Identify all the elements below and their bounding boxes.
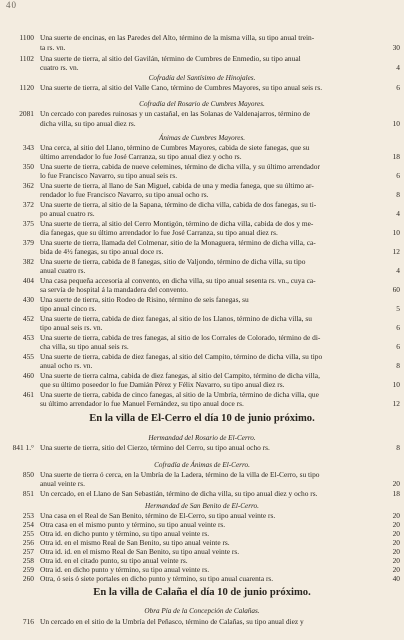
entry-line xyxy=(0,171,404,181)
entry-amount: 4 xyxy=(396,209,400,218)
entry-amount: 6 xyxy=(396,83,400,92)
section-heading: Cofradía del Santísimo de Hinojales. xyxy=(148,74,256,82)
section-heading: Hermandad de San Benito de El-Cerro. xyxy=(145,502,259,510)
entry-number: 256 xyxy=(22,538,34,547)
entry-text: Otra, ó seis ó siete portales en dicho punto y término, su tipo anual cuarenta rs. xyxy=(40,574,274,583)
entry-amount: 20 xyxy=(392,556,400,565)
entry-amount: 6 xyxy=(396,171,400,180)
entry-line xyxy=(0,190,404,200)
entry-number: 1100 xyxy=(19,33,34,42)
entry-line xyxy=(0,617,404,627)
entry-number: 1120 xyxy=(19,83,34,92)
entry-text: lo fue Francisco Navarro, su tipo anual seis rs. xyxy=(40,171,178,180)
entry-text: Una casa pequeña accesoria al convento, en dicha villa, su tipo anual sesenta rs. vn., cuya ca- xyxy=(40,276,316,285)
entry-text: su último arrendador lo fue Manuel Fernández, su tipo anual doce rs. xyxy=(40,399,244,408)
entry-number: 430 xyxy=(22,295,34,304)
entry-text: Una suerte de tierra, cabida de tres fanegas, al sitio de los Corrales de Colorado, término de di- xyxy=(40,333,321,342)
entry-text: Un cercado en el sitio de la Umbría del Peñasco, término de Calañas, su tipo anual diez y xyxy=(40,617,304,626)
entry-text: que su último poseedor lo fue Damián Pérez y Félix Navarro, su tipo anual diez rs. xyxy=(40,380,285,389)
entry-line xyxy=(0,33,404,43)
entry-text: Otra casa en el mismo punto y término, su tipo anual veinte rs. xyxy=(40,520,226,529)
entry-text: Una suerte de tierra calma, cabida de diez fanegas, al sitio del Campito, término de dicha villa, xyxy=(40,371,320,380)
entry-text: Otra id. en dicho punto y término, su tipo anual veinte rs. xyxy=(40,565,210,574)
entry-number: 375 xyxy=(22,219,34,228)
entry-number: 343 xyxy=(22,143,34,152)
entry-text: Una suerte de tierra, sitio Rodeo de Risino, término de seis fanegas, su xyxy=(40,295,249,304)
entry-line xyxy=(0,304,404,314)
entry-number: 850 xyxy=(22,470,34,479)
entry-amount: 20 xyxy=(392,547,400,556)
entry-text: Una suerte de tierra, cabida de 8 fanegas, sitio de Valjondo, término de dicha villa, su tipo xyxy=(40,257,306,266)
entry-line xyxy=(0,342,404,352)
entry-text: dia fanegas, que su último arrendador lo fue José Carranza, su tipo anual diez rs. xyxy=(40,228,278,237)
page-mark: 40 xyxy=(6,0,17,10)
entry-text: ta rs. vn. xyxy=(40,43,66,52)
entry-text: Una suerte de tierra, al sitio del Valle Cano, término de Cumbres Mayores, su tipo anual seis rs. xyxy=(40,83,323,92)
entry-number: 253 xyxy=(22,511,34,520)
entry-text: anual veinte rs. xyxy=(40,479,85,488)
entry-amount: 20 xyxy=(392,565,400,574)
entry-text: Un cercado, en el Llano de San Sebastián, término de dicha villa, su tipo anual diez y ocho rs. xyxy=(40,489,318,498)
entry-line xyxy=(0,228,404,238)
entry-text: anual cuatro rs. xyxy=(40,266,86,275)
entry-text: Otra id. id. en el mismo Real de San Benito, su tipo anual veinte rs. xyxy=(40,547,240,556)
auction-heading: En la villa de Calaña el día 10 de junio próximo. xyxy=(93,587,311,598)
entry-line xyxy=(0,380,404,390)
entry-text: Una suerte de tierra, al sitio del Cerro Montigón, término de dicha villa, cabida de dos y me- xyxy=(40,219,314,228)
entry-number: 258 xyxy=(22,556,34,565)
entry-amount: 6 xyxy=(396,323,400,332)
entry-text: Otra id. en dicho punto y término, su tipo anual veinte rs. xyxy=(40,529,210,538)
entry-text: Una suerte de tierra, cabida de cinco fanegas, al sitio de la Umbría, término de dicha villa, que xyxy=(40,390,319,399)
entry-text: Una suerte de tierra, cabida de diez fanegas, al sitio de los Llanos, término de dicha villa, su xyxy=(40,314,312,323)
entry-line xyxy=(0,247,404,257)
entry-text: sa servía de hospital á la mandadera del convento. xyxy=(40,285,188,294)
entry-line xyxy=(0,489,404,499)
entry-text: Un cercado con paredes ruinosas y un castañal, en las Solanas de Valdenajarros, término de xyxy=(40,109,310,118)
entry-text: Una suerte de tierra, llamada del Colmenar, sitio de la Monaguera, término de dicha villa, ca- xyxy=(40,238,316,247)
entry-number: 260 xyxy=(22,574,34,583)
entry-text: Una suerte de tierra, al sitio de la Sapana, término de dicha villa, cabida de dos fanegas, su ti- xyxy=(40,200,317,209)
entry-line xyxy=(0,266,404,276)
entry-amount: 40 xyxy=(392,574,400,583)
entry-amount: 8 xyxy=(396,443,400,452)
entry-line xyxy=(0,479,404,489)
section-heading: Cofradía del Rosario de Cumbres Mayores. xyxy=(139,100,265,108)
entry-amount: 18 xyxy=(392,489,400,498)
entry-text: Una suerte de tierra, cabida de diez fanegas, al sitio del Campito, término de dicha villa, su tipo xyxy=(40,352,323,361)
entry-number: 382 xyxy=(22,257,34,266)
section-heading: Obra Pía de la Concepción de Calañas. xyxy=(144,607,260,615)
entry-number: 404 xyxy=(22,276,34,285)
entry-amount: 10 xyxy=(392,119,400,128)
entry-line xyxy=(0,43,404,53)
entry-number: 379 xyxy=(22,238,34,247)
section-heading: Hermandad del Rosario de El-Cerro. xyxy=(148,434,256,442)
entry-amount: 8 xyxy=(396,190,400,199)
entry-text: cuatro rs. vn. xyxy=(40,63,79,72)
entry-number: 455 xyxy=(22,352,34,361)
entry-line xyxy=(0,152,404,162)
entry-line xyxy=(0,443,404,453)
entry-text: Una suerte de encinas, en las Paredes del Alto, término de la misma villa, su tipo anual trein- xyxy=(40,33,315,42)
entry-text: Una suerte de tierra, al sitio del Gavilán, término de Cumbres de Enmedio, su tipo anual xyxy=(40,54,301,63)
entry-text: Una suerte de tierra ó cerca, en la Umbría de la Ladera, término de la villa de El-Cerro, su tipo xyxy=(40,470,320,479)
entry-number: 841 1.° xyxy=(12,443,34,452)
entry-line xyxy=(0,83,404,93)
section-heading: Ánimas de Cumbres Mayores. xyxy=(158,134,246,142)
entry-text: dicha villa, su tipo anual diez rs. xyxy=(40,119,136,128)
entry-text: Una casa en el Real de San Benito, término de El-Cerro, su tipo anual veinte rs. xyxy=(40,511,276,520)
entry-amount: 18 xyxy=(392,152,400,161)
entry-number: 372 xyxy=(22,200,34,209)
entry-text: po anual cuatro rs. xyxy=(40,209,95,218)
entry-amount: 20 xyxy=(392,529,400,538)
section-heading: Cofradía de Ánimas de El-Cerro. xyxy=(154,461,250,469)
entry-line xyxy=(0,209,404,219)
entry-number: 452 xyxy=(22,314,34,323)
entry-line xyxy=(0,361,404,371)
entry-amount: 4 xyxy=(396,63,400,72)
entry-amount: 20 xyxy=(392,511,400,520)
entry-text: Otra id. en el mismo Real de San Benito, su tipo anual veinte rs. xyxy=(40,538,230,547)
entry-number: 254 xyxy=(22,520,34,529)
entry-line xyxy=(0,109,404,119)
entry-amount: 20 xyxy=(392,538,400,547)
entry-line xyxy=(0,285,404,295)
entry-line xyxy=(0,119,404,129)
entry-text: tipo anual seis rs. vn. xyxy=(40,323,103,332)
entry-number: 453 xyxy=(22,333,34,342)
entry-text: tipo anual cinco rs. xyxy=(40,304,97,313)
entry-number: 362 xyxy=(22,181,34,190)
entry-amount: 6 xyxy=(396,342,400,351)
entry-amount: 20 xyxy=(392,479,400,488)
entry-text: Una cerca, al sitio del Llano, término de Cumbres Mayores, cabida de siete fanegas, que su xyxy=(40,143,310,152)
entry-amount: 60 xyxy=(392,285,400,294)
entry-line xyxy=(0,399,404,409)
entry-text: último arrendador lo fue José Carranza, su tipo anual diez y ocho rs. xyxy=(40,152,242,161)
entry-amount: 10 xyxy=(392,380,400,389)
entry-text: Una suerte de tierra, cabida de nueve celemines, término de dicha villa, y su último arrendador xyxy=(40,162,320,171)
entry-number: 257 xyxy=(22,547,34,556)
entry-text: cha villa, su tipo anual seis rs. xyxy=(40,342,129,351)
entry-number: 255 xyxy=(22,529,34,538)
entry-amount: 12 xyxy=(392,399,400,408)
entry-line xyxy=(0,574,404,584)
entry-number: 716 xyxy=(22,617,34,626)
entry-number: 460 xyxy=(22,371,34,380)
entry-number: 259 xyxy=(22,565,34,574)
entry-amount: 20 xyxy=(392,520,400,529)
entry-amount: 12 xyxy=(392,247,400,256)
entry-number: 350 xyxy=(22,162,34,171)
entry-line xyxy=(0,323,404,333)
entry-text: Una suerte de tierra, al llano de San Miguel, cabida de una y media fanega, que su último ar- xyxy=(40,181,314,190)
entry-amount: 8 xyxy=(396,361,400,370)
auction-heading: En la villa de El-Cerro el día 10 de junio próximo. xyxy=(89,413,315,424)
entry-amount: 5 xyxy=(396,304,400,313)
entry-line xyxy=(0,63,404,73)
entry-number: 2081 xyxy=(19,109,34,118)
entry-number: 461 xyxy=(22,390,34,399)
entry-amount: 4 xyxy=(396,266,400,275)
entry-number: 1102 xyxy=(19,54,34,63)
entry-number: 851 xyxy=(22,489,34,498)
entry-text: rendador lo fue Francisco Navarro, su tipo anual ocho rs. xyxy=(40,190,209,199)
entry-text: anual ocho rs. vn. xyxy=(40,361,93,370)
entry-text: Una suerte de tierra, sitio del Cierzo, término del Cerro, su tipo anual ocho rs. xyxy=(40,443,270,452)
entry-amount: 10 xyxy=(392,228,400,237)
entry-text: Otra id. en el citado punto, su tipo anual veinte rs. xyxy=(40,556,188,565)
entry-amount: 30 xyxy=(392,43,400,52)
entry-text: bida de 4½ fanegas, su tipo anual doce rs. xyxy=(40,247,164,256)
